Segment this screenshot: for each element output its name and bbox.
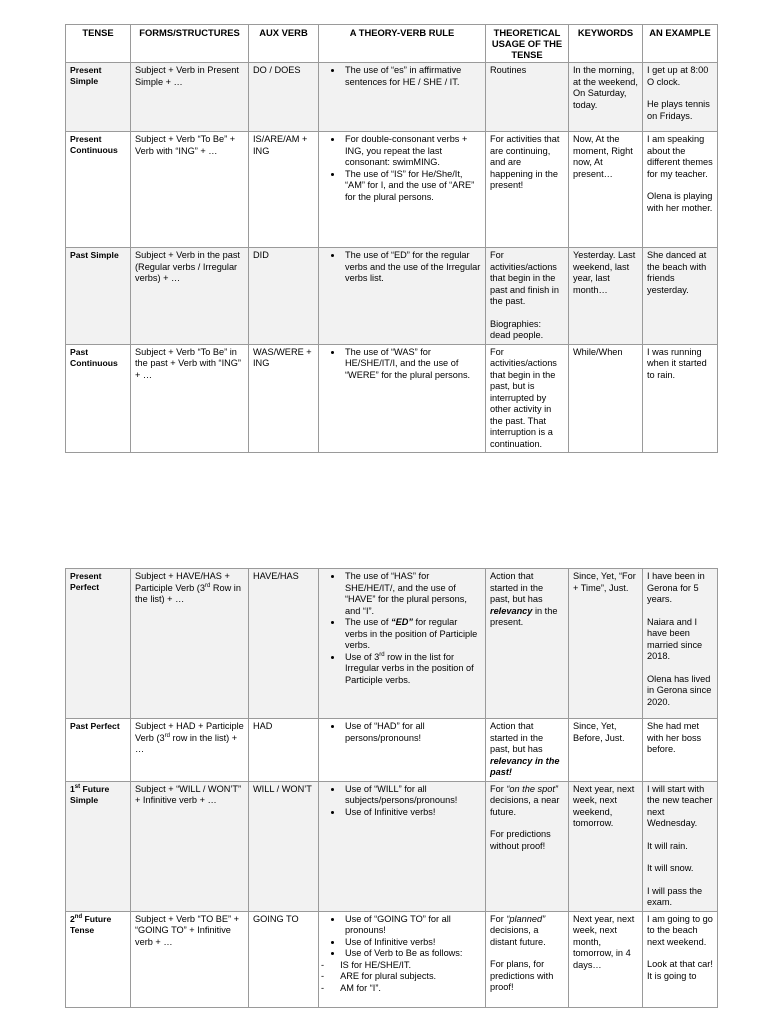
example-text: I am speaking about the different themes for my teacher. — [647, 134, 713, 179]
tense-name: Past Simple — [66, 248, 131, 345]
tense-name: Present Continuous — [66, 132, 131, 248]
forms-text: Subject + HAD + Participle Verb (3 — [135, 721, 244, 743]
example-text: It will rain. — [647, 840, 688, 851]
usage-cell — [486, 719, 569, 782]
usage-emphasis: “on the spot” — [506, 783, 558, 794]
table-row-past-perfect — [66, 719, 718, 782]
aux-verb-cell: HAVE/HAS — [249, 569, 319, 719]
table-row-present-simple — [66, 63, 718, 132]
table-row-present-continuous — [66, 132, 718, 248]
example-text: It will snow. — [647, 863, 694, 873]
tense-name: Past Perfect — [66, 719, 131, 782]
usage-cell: Routines — [486, 63, 569, 132]
example-cell: She danced at the beach with friends yesterday. — [643, 248, 718, 345]
usage-text: For plans, for predictions with proof! — [490, 959, 554, 992]
table-row-present-perfect — [66, 569, 718, 719]
usage-text: Biographies: dead people. — [490, 318, 544, 340]
rule-cell — [319, 132, 486, 248]
usage-cell: For activities that are continuing, and are happening in the present! — [486, 132, 569, 248]
rule-cell — [319, 569, 486, 719]
keywords-cell: Since, Yet, Before, Just. — [569, 719, 643, 782]
tense-name: Past Continuous — [66, 344, 131, 453]
rule-cell — [319, 344, 486, 453]
forms-text: Subject + HAVE/HAS + Participle Verb (3 — [135, 571, 230, 593]
keywords-cell: Now, At the moment, Right now, At present… — [569, 132, 643, 248]
tense-text: Future Simple — [70, 783, 110, 805]
tense-number: 1 — [70, 783, 75, 794]
example-text: I get up at 8:00 O clock. — [647, 65, 709, 87]
rule-item: • Use of “WILL” for all subjects/persons/pronouns! — [343, 784, 481, 807]
example-text: Olena has lived in Gerona since 2020. — [647, 673, 712, 707]
ordinal-suffix: nd — [74, 913, 83, 920]
rule-item: • Use of “GOING TO” for all pronouns! — [343, 914, 481, 937]
rule-text: Use of 3 — [345, 651, 380, 662]
table-row-past-simple — [66, 248, 718, 345]
example-text: Olena is playing with her mother. — [647, 191, 713, 213]
header-example: AN EXAMPLE — [643, 25, 718, 63]
usage-text: Action that started in the past, but has — [490, 571, 544, 604]
aux-verb-cell: GOING TO — [249, 911, 319, 1007]
example-cell: I was running when it started to rain. — [643, 344, 718, 453]
rule-item: • Use of “HAD” for all persons/pronouns! — [343, 721, 481, 744]
example-cell — [643, 132, 718, 248]
tense-name: Present Simple — [66, 63, 131, 132]
sub-item — [335, 983, 481, 995]
ordinal-suffix: rd — [164, 732, 170, 739]
aux-verb-cell: DID — [249, 248, 319, 345]
usage-emphasis: relevancy in the past! — [490, 755, 560, 777]
forms-text: row in the list) + … — [135, 732, 238, 754]
forms-cell: Subject + Verb “TO BE” + “GOING TO” + Infinitive verb + … — [131, 911, 249, 1007]
usage-text: in the present. — [490, 605, 558, 627]
table-row-second-future — [66, 911, 718, 1007]
rule-cell — [319, 911, 486, 1007]
example-text: I will start with the new teacher next Wednesday. — [647, 783, 713, 828]
forms-text: Row in the list) + … — [135, 582, 241, 604]
aux-verb-cell: IS/ARE/AM + ING — [249, 132, 319, 248]
aux-verb-cell: WILL / WON’T — [249, 781, 319, 911]
keywords-cell: While/When — [569, 344, 643, 453]
header-rule: A THEORY-VERB RULE — [319, 25, 486, 63]
example-text: I have been in Gerona for 5 years. — [647, 571, 705, 604]
usage-cell — [486, 781, 569, 911]
tense-text: Future Tense — [70, 913, 112, 935]
rule-item: • The use of “ED” for the regular verbs and the use of the Irregular verbs list. — [343, 250, 481, 285]
keywords-cell: In the morning, at the weekend, On Saturday, today. — [569, 63, 643, 132]
forms-cell: Subject + Verb in Present Simple + … — [131, 63, 249, 132]
tenses-table-top — [65, 24, 718, 453]
table-row-past-continuous — [66, 344, 718, 453]
example-text: Look at that car! It is going to — [647, 959, 713, 981]
forms-cell: Subject + “WILL / WON’T” + Infinitive verb + … — [131, 781, 249, 911]
usage-text: For — [490, 913, 507, 924]
forms-cell: Subject + Verb “To Be” + Verb with “ING” + … — [131, 132, 249, 248]
tense-name — [66, 911, 131, 1007]
ordinal-suffix: rd — [379, 651, 385, 658]
table-row-first-future — [66, 781, 718, 911]
rule-item: • Use of Infinitive verbs! — [343, 937, 481, 949]
header-forms: FORMS/STRUCTURES — [131, 25, 249, 63]
rule-item: • Use of Verb to Be as follows: — [343, 948, 481, 960]
usage-emphasis: relevancy — [490, 605, 533, 616]
example-text: He plays tennis on Fridays. — [647, 99, 710, 121]
example-cell — [643, 63, 718, 132]
tense-name: Present Perfect — [66, 569, 131, 719]
ordinal-suffix: st — [74, 783, 81, 790]
usage-text: decisions, a distant future. — [490, 925, 546, 947]
tense-name — [66, 781, 131, 911]
rule-item: • For double-consonant verbs + ING, you repeat the last consonant: swimMING. — [343, 134, 481, 169]
rule-item — [343, 652, 481, 687]
usage-text: decisions, a near future. — [490, 795, 560, 817]
keywords-cell: Next year, next week, next weekend, tomorrow. — [569, 781, 643, 911]
rule-item — [343, 617, 481, 652]
example-text: I will pass the exam. — [647, 885, 703, 907]
example-cell — [643, 569, 718, 719]
usage-cell — [486, 248, 569, 345]
forms-cell — [131, 569, 249, 719]
rule-cell — [319, 781, 486, 911]
tense-number: 2 — [70, 913, 75, 924]
header-usage: THEORETICAL USAGE OF THE TENSE — [486, 25, 569, 63]
aux-verb-cell: DO / DOES — [249, 63, 319, 132]
rule-cell — [319, 63, 486, 132]
ordinal-suffix: rd — [204, 582, 211, 589]
usage-text: Action that started in the past, but has — [490, 721, 544, 754]
rule-emphasis: “ED” — [390, 617, 413, 627]
example-text: I am going to go to the beach next weekend. — [647, 913, 713, 947]
forms-cell — [131, 719, 249, 782]
header-tense: TENSE — [66, 25, 131, 63]
rule-item: • The use of “es” in affirmative sentences for HE / SHE / IT. — [343, 65, 481, 88]
header-keywords: KEYWORDS — [569, 25, 643, 63]
rule-cell — [319, 719, 486, 782]
usage-text: For predictions without proof! — [490, 829, 551, 851]
aux-verb-cell: WAS/WERE + ING — [249, 344, 319, 453]
example-cell — [643, 911, 718, 1007]
tenses-table-bottom — [65, 568, 718, 1008]
rule-item: • The use of “HAS” for SHE/HE/IT/, and the use of “HAVE” for the plural persons, and “I”. — [343, 571, 481, 617]
forms-cell: Subject + Verb in the past (Regular verbs / Irregular verbs) + … — [131, 248, 249, 345]
sub-item-text: AM for “I”. — [340, 982, 381, 993]
rule-cell — [319, 248, 486, 345]
header-aux-verb: AUX VERB — [249, 25, 319, 63]
keywords-cell: Next year, next week, next month, tomorrow, in 4 days… — [569, 911, 643, 1007]
sub-item-text: IS for HE/SHE/IT. — [340, 959, 412, 970]
usage-cell — [486, 911, 569, 1007]
keywords-cell: Since, Yet, “For + Time”, Just. — [569, 569, 643, 719]
sub-item — [335, 960, 481, 972]
usage-cell: For activities/actions that begin in the past, but is interrupted by other activity in the past. That interruption is a continuation. — [486, 344, 569, 453]
rule-item: • The use of “WAS” for HE/SHE/IT/I, and the use of “WERE” for the plural persons. — [343, 347, 481, 382]
usage-text: For — [490, 783, 507, 794]
forms-cell: Subject + Verb “To Be” in the past + Verb with “ING” + … — [131, 344, 249, 453]
sub-item — [335, 971, 481, 983]
usage-cell — [486, 569, 569, 719]
usage-emphasis: “planned” — [506, 913, 546, 924]
rule-text: for regular verbs in the position of Participle verbs. — [345, 617, 478, 650]
usage-text: For activities/actions that begin in the past and finish in the past. — [490, 250, 559, 306]
rule-text: row in the list for Irregular verbs in the position of Participle verbs. — [345, 651, 474, 685]
header-row — [66, 25, 718, 63]
rule-text: The use of — [345, 617, 391, 627]
rule-item: • Use of Infinitive verbs! — [343, 807, 481, 819]
aux-verb-cell: HAD — [249, 719, 319, 782]
sub-item-text: ARE for plural subjects. — [340, 971, 437, 981]
keywords-cell: Yesterday. Last weekend, last year, last month… — [569, 248, 643, 345]
example-cell: She had met with her boss before. — [643, 719, 718, 782]
example-text: Naiara and I have been married since 2018. — [647, 616, 703, 661]
verb-to-be-list — [323, 960, 481, 995]
rule-item: • The use of “IS” for He/She/It, “AM” for I, and the use of “ARE” for the plural persons. — [343, 169, 481, 204]
example-cell — [643, 781, 718, 911]
